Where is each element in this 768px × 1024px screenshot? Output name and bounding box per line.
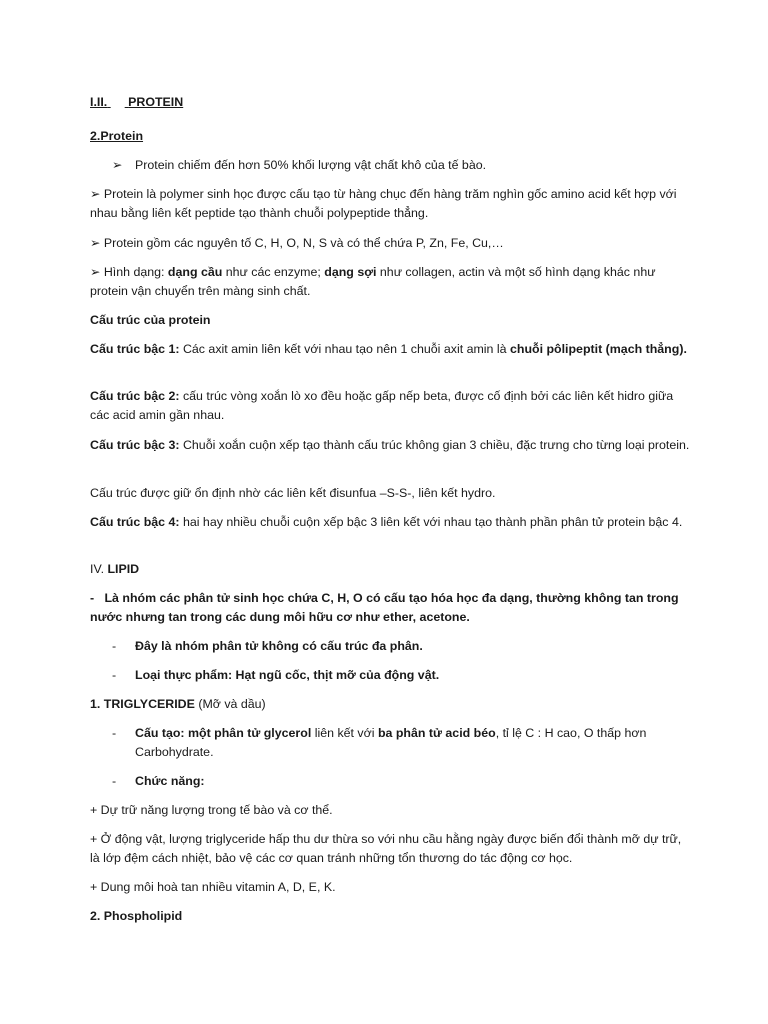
dash-bullet-icon: - (112, 774, 117, 788)
dash-bullet-icon: - (90, 591, 95, 605)
arrow-bullet-icon: ➢ (90, 236, 101, 250)
function-energy: + Dự trữ năng lượng trong tế bào và cơ thể. (90, 803, 333, 817)
level-text: hai hay nhiều chuỗi cuộn xếp bậc 3 liên kết với nhau tạo thành phần phân tử protein bậc 4. (179, 515, 683, 529)
bold-term: chuỗi pôlipeptit (mạch thẳng). (509, 342, 687, 356)
dash-bullet-icon: - (112, 639, 117, 653)
section-title: LIPID (107, 562, 140, 576)
bold-term: Cấu tạo: một phân tử glycerol (135, 726, 312, 740)
structure-level-2 (90, 387, 690, 425)
paragraph-text: Hình dạng: (103, 265, 168, 279)
section-heading-protein (90, 93, 690, 112)
paragraph-text: như các enzyme; (222, 265, 325, 279)
level-text: cấu trúc vòng xoắn lò xo đều hoặc gấp nếp beta, được cố định bởi các liên kết hidro giữa các acid amin gần nhau. (90, 389, 674, 422)
level-label: Cấu trúc bậc 3: (90, 438, 180, 452)
arrow-bullet-icon: ➢ (90, 187, 101, 201)
level-label: Cấu trúc bậc 4: (90, 515, 180, 529)
level-label: Cấu trúc bậc 1: (90, 342, 180, 356)
level-text: Các axit amin liên kết với nhau tạo nên 1 chuỗi axit amin là (179, 342, 510, 356)
structure-level-1 (90, 340, 690, 359)
paragraph-elements (90, 234, 690, 253)
heading-bold: 1. TRIGLYCERIDE (90, 697, 195, 711)
phospholipid-heading: 2. Phospholipid (90, 909, 183, 923)
arrow-bullet-icon: ➢ (112, 158, 123, 172)
lipid-definition (90, 589, 690, 627)
triglyceride-heading (90, 695, 690, 714)
structure-level-4 (90, 513, 690, 532)
stability-note: Cấu trúc được giữ ổn định nhờ các liên kết đisunfua –S-S-, liên kết hydro. (90, 486, 496, 500)
function-label: Chức năng: (135, 774, 205, 788)
plain-text: liên kết với (311, 726, 378, 740)
paragraph-text: như collagen, actin và một số hình dạng khác như protein vận chuyển trên màng sinh chất. (90, 265, 656, 298)
section-title: PROTEIN (128, 95, 184, 109)
function-insulation: + Ở động vật, lượng triglyceride hấp thu dư thừa so với nhu cầu hằng ngày được biến đổi thành mỡ dự trữ, là lớp đệm cách nhiệt, bảo vệ các cơ quan tránh những tổn thương do tác động cơ học. (90, 832, 682, 865)
heading-rest: (Mỡ và dầu) (194, 697, 266, 711)
paragraph-polymer (90, 185, 690, 223)
arrow-bullet-icon: ➢ (90, 265, 101, 279)
dash-bullet-icon: - (112, 668, 117, 682)
paragraph-text: Protein là polymer sinh học được cấu tạo từ hàng chục đến hàng trăm nghìn gốc amino acid kết hợp với nhau bằng liên kết peptide tạo thành chuỗi polypeptide thẳng. (90, 187, 677, 220)
point-text: Đây là nhóm phân tử không có cấu trúc đa phân. (135, 639, 423, 653)
bold-term: ba phân tử acid béo (377, 726, 496, 740)
level-text: Chuỗi xoắn cuộn xếp tạo thành cấu trúc không gian 3 chiều, đặc trưng cho từng loại protein. (179, 438, 690, 452)
plain-text: , tỉ lệ C : H cao, O thấp hơn Carbohydrate. (135, 726, 647, 759)
section-heading-lipid (90, 560, 690, 579)
bold-term: dạng sợi (324, 265, 377, 279)
section-number: I.II. (90, 95, 108, 109)
bold-term: dạng cầu (167, 265, 223, 279)
structure-heading: Cấu trúc của protein (90, 313, 211, 327)
paragraph-shape (90, 263, 690, 301)
subsection-heading: 2.Protein (90, 129, 144, 143)
level-label: Cấu trúc bậc 2: (90, 389, 180, 403)
paragraph-text: Protein gồm các nguyên tố C, H, O, N, S và có thể chứa P, Zn, Fe, Cu,… (103, 236, 504, 250)
dash-bullet-icon: - (112, 726, 117, 740)
bullet-text: Protein chiếm đến hơn 50% khối lượng vật chất khô của tế bào. (135, 158, 487, 172)
structure-text (135, 724, 695, 762)
point-text: Loại thực phẩm: Hạt ngũ cốc, thịt mỡ của động vật. (135, 668, 440, 682)
function-solvent: + Dung môi hoà tan nhiều vitamin A, D, E, K. (90, 880, 336, 894)
arrow-bullet-item (112, 156, 712, 175)
structure-level-3 (90, 436, 690, 455)
definition-text: Là nhóm các phân tử sinh học chứa C, H, O có cấu tạo hóa học đa dạng, thường không tan trong nước nhưng tan trong các dung môi hữu cơ như ether, acetone. (90, 591, 679, 624)
section-number: IV. (90, 562, 108, 576)
